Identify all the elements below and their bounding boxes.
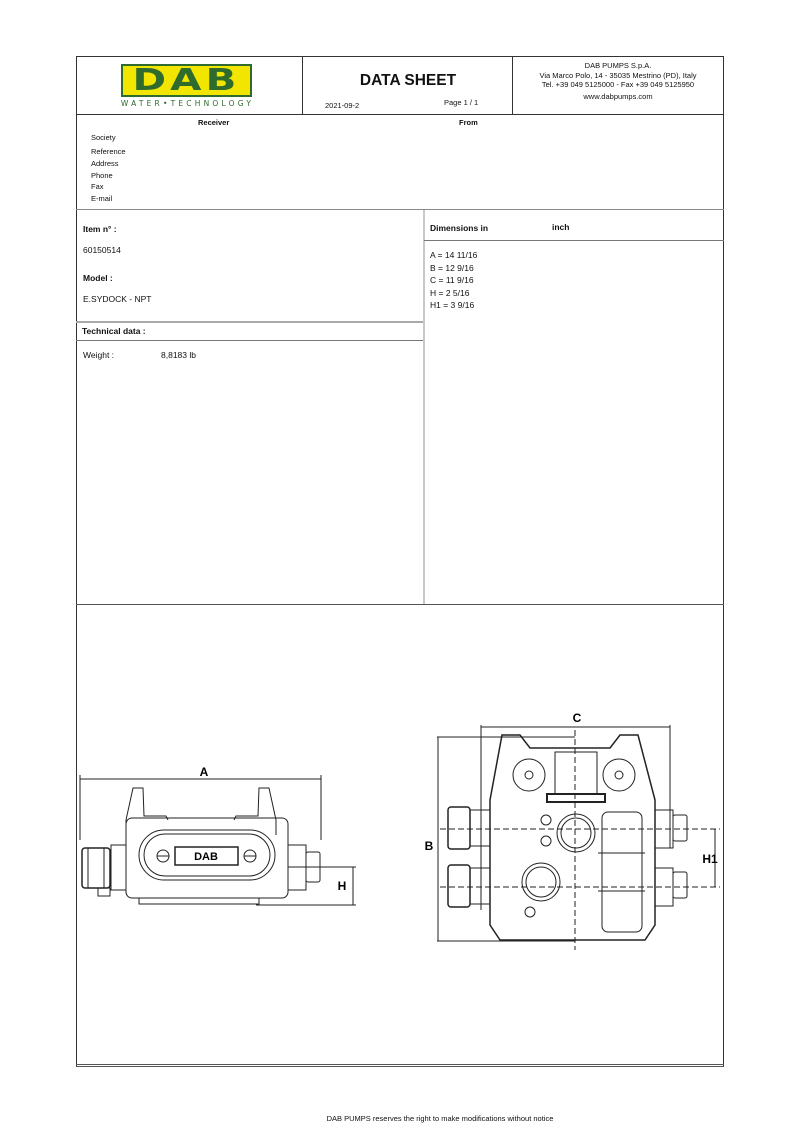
label-h: H [337,879,347,893]
technical-heading: Technical data : [82,326,146,336]
logo-brand: DAB [132,63,241,98]
dimension-b: B = 12 9/16 [430,262,474,273]
technical-top-line [76,321,423,323]
logo-tagline: WATER•TECHNOLOGY [120,99,255,108]
column-divider [423,210,425,604]
field-reference: Reference [91,147,126,156]
field-address: Address [91,159,119,168]
weight-label: Weight : [83,350,115,360]
top-view-drawing [420,700,730,970]
technical-heading-line [76,340,423,341]
frame-top [76,56,724,57]
model-label: Model : [83,273,113,283]
dimension-c: C = 11 9/16 [430,275,474,285]
frame-bottom-line-2 [76,1066,724,1067]
label-a: A [199,765,209,779]
label-h1: H1 [702,852,718,866]
dimension-h1: H1 = 3 9/16 [430,300,475,310]
company-website: www.dabpumps.com [583,91,653,101]
logo-badge [121,64,252,97]
label-c: C [572,711,582,725]
dimensions-list [430,249,477,312]
receiver-bottom-line [76,209,724,210]
model-value: E.SYDOCK - NPT [83,294,152,304]
item-number: 60150514 [83,245,121,255]
company-contact: Tel. +39 049 5125000 - Fax +39 049 5125950 [541,80,695,89]
page-number: Page 1 / 1 [444,98,479,107]
field-email: E-mail [91,194,113,203]
company-address: Via Marco Polo, 14 - 35035 Mestrino (PD), Italy [539,70,697,80]
weight-value: 8,8183 lb [161,350,196,360]
dimension-h: H = 2 5/16 [430,287,470,298]
label-b: B [424,839,434,853]
dimensions-heading: Dimensions in [430,223,489,233]
field-society: Society [91,133,116,142]
dimension-a: A = 14 11/16 [430,250,478,260]
field-phone: Phone [91,171,113,180]
company-name: DAB PUMPS S.p.A. [584,61,652,70]
drawing-top-line [76,604,724,605]
company-info [513,61,723,101]
frame-bottom-line-1 [76,1064,724,1065]
item-label: Item n° : [83,224,117,234]
dimensions-heading-line [424,240,724,241]
small-logo: DAB [194,851,218,863]
from-heading: From [459,118,478,127]
document-date: 2021-09-2 [325,101,360,110]
page-title: DATA SHEET [359,72,457,89]
field-fax: Fax [91,182,104,191]
dimensions-unit: inch [552,222,570,232]
receiver-heading: Receiver [198,118,230,127]
header-bottom-line [76,114,724,115]
front-view-drawing [76,760,366,920]
footer-note: DAB PUMPS reserves the right to make modifications without notice [326,1114,554,1123]
